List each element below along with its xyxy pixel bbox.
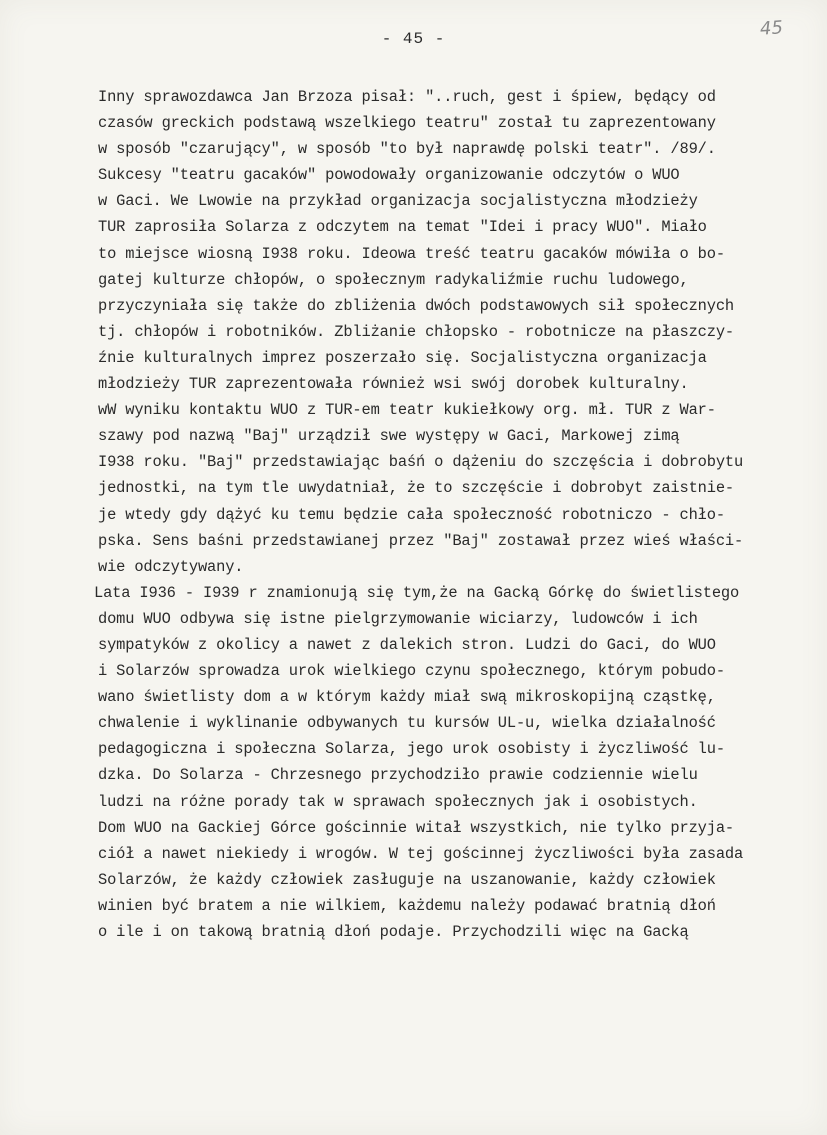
text-line: wano świetlisty dom a w którym każdy miał swą mikroskopijną cząstkę,: [98, 688, 716, 707]
text-line: domu WUO odbywa się istne pielgrzymowanie wiciarzy, ludowców i ich: [98, 609, 698, 628]
text-line: Inny sprawozdawca Jan Brzoza pisał: "..ruch, gest i śpiew, będący od: [98, 88, 716, 106]
text-line: Dom WUO na Gackiej Górce gościnnie witał wszystkich, nie tylko przyja-: [98, 818, 735, 837]
text-line: winien być bratem a nie wilkiem, każdemu należy podawać bratnią dłoń: [98, 896, 716, 915]
text-line: w sposób "czarujący", w sposób "to był naprawdę polski teatr". /89/.: [98, 140, 716, 159]
body-text: [94, 84, 822, 945]
text-line: wW wyniku kontaktu WUO z TUR-em teatr kukiełkowy org. mł. TUR z War-: [98, 401, 716, 420]
text-line: w Gaci. We Lwowie na przykład organizacja socjalistyczna młodzieży: [98, 192, 698, 211]
text-line: tj. chłopów i robotników. Zbliżanie chłopsko - robotnicze na płaszczy-: [98, 322, 735, 341]
text-line: je wtedy gdy dążyć ku temu będzie cała społeczność robotniczo - chło-: [98, 505, 725, 524]
text-line: ciół a nawet niekiedy i wrogów. W tej gościnnej życzliwości była zasada: [98, 844, 744, 863]
text-line: to miejsce wiosną I938 roku. Ideowa treść teatru gacaków mówiła o bo-: [98, 244, 725, 263]
text-line: TUR zaprosiła Solarza z odczytem na temat "Idei i pracy WUO". Miało: [98, 218, 707, 237]
text-line: Solarzów, że każdy człowiek zasługuje na uszanowanie, każdy człowiek: [98, 870, 716, 889]
text-line: dzka. Do Solarza - Chrzesnego przychodziło prawie codziennie wielu: [98, 766, 698, 785]
text-line: Sukcesy "teatru gacaków" powodowały organizowanie odczytów o WUO: [98, 166, 680, 185]
text-line: chwalenie i wyklinanie odbywanych tu kursów UL-u, wielka działalność: [98, 714, 716, 733]
text-line: młodzieży TUR zaprezentowała również wsi swój dorobek kulturalny.: [98, 375, 689, 394]
page-number: - 45 -: [381, 30, 446, 48]
text-line: szawy pod nazwą "Baj" urządził swe występy w Gaci, Markowej zimą: [98, 427, 680, 446]
text-line: sympatyków z okolicy a nawet z dalekich stron. Ludzi do Gaci, do WUO: [98, 635, 716, 654]
text-line: ludzi na różne porady tak w sprawach społecznych jak i osobistych.: [98, 792, 698, 811]
text-line: o ile i on takową bratnią dłoń podaje. Przychodzili więc na Gacką: [98, 923, 689, 941]
text-line: pska. Sens baśni przedstawianej przez "Baj" zostawał przez wieś właści-: [98, 531, 744, 550]
text-line: Lata I936 - I939 r znamionują się tym,że na Gacką Górkę do świetlistego: [94, 583, 740, 602]
text-line: przyczyniała się także do zbliżenia dwóch podstawowych sił społecznych: [98, 296, 735, 315]
text-line: pedagogiczna i społeczna Solarza, jego urok osobisty i życzliwość lu-: [98, 740, 725, 759]
text-line: wie odczytywany.: [98, 557, 244, 576]
handwritten-page-number: 45: [759, 17, 784, 40]
text-line: źnie kulturalnych imprez poszerzało się. Socjalistyczna organizacja: [98, 348, 707, 367]
text-line: czasów greckich podstawą wszelkiego teatru" został tu zaprezentowany: [98, 114, 716, 133]
text-line: gatej kulturze chłopów, o społecznym radykaliźmie ruchu ludowego,: [98, 270, 689, 289]
text-line: I938 roku. "Baj" przedstawiając baśń o dążeniu do szczęścia i dobrobytu: [98, 453, 744, 472]
text-line: jednostki, na tym tle uwydatniał, że to szczęście i dobrobyt zaistnie-: [98, 479, 735, 498]
text-line: i Solarzów sprowadza urok wielkiego czynu społecznego, którym pobudo-: [98, 662, 725, 681]
